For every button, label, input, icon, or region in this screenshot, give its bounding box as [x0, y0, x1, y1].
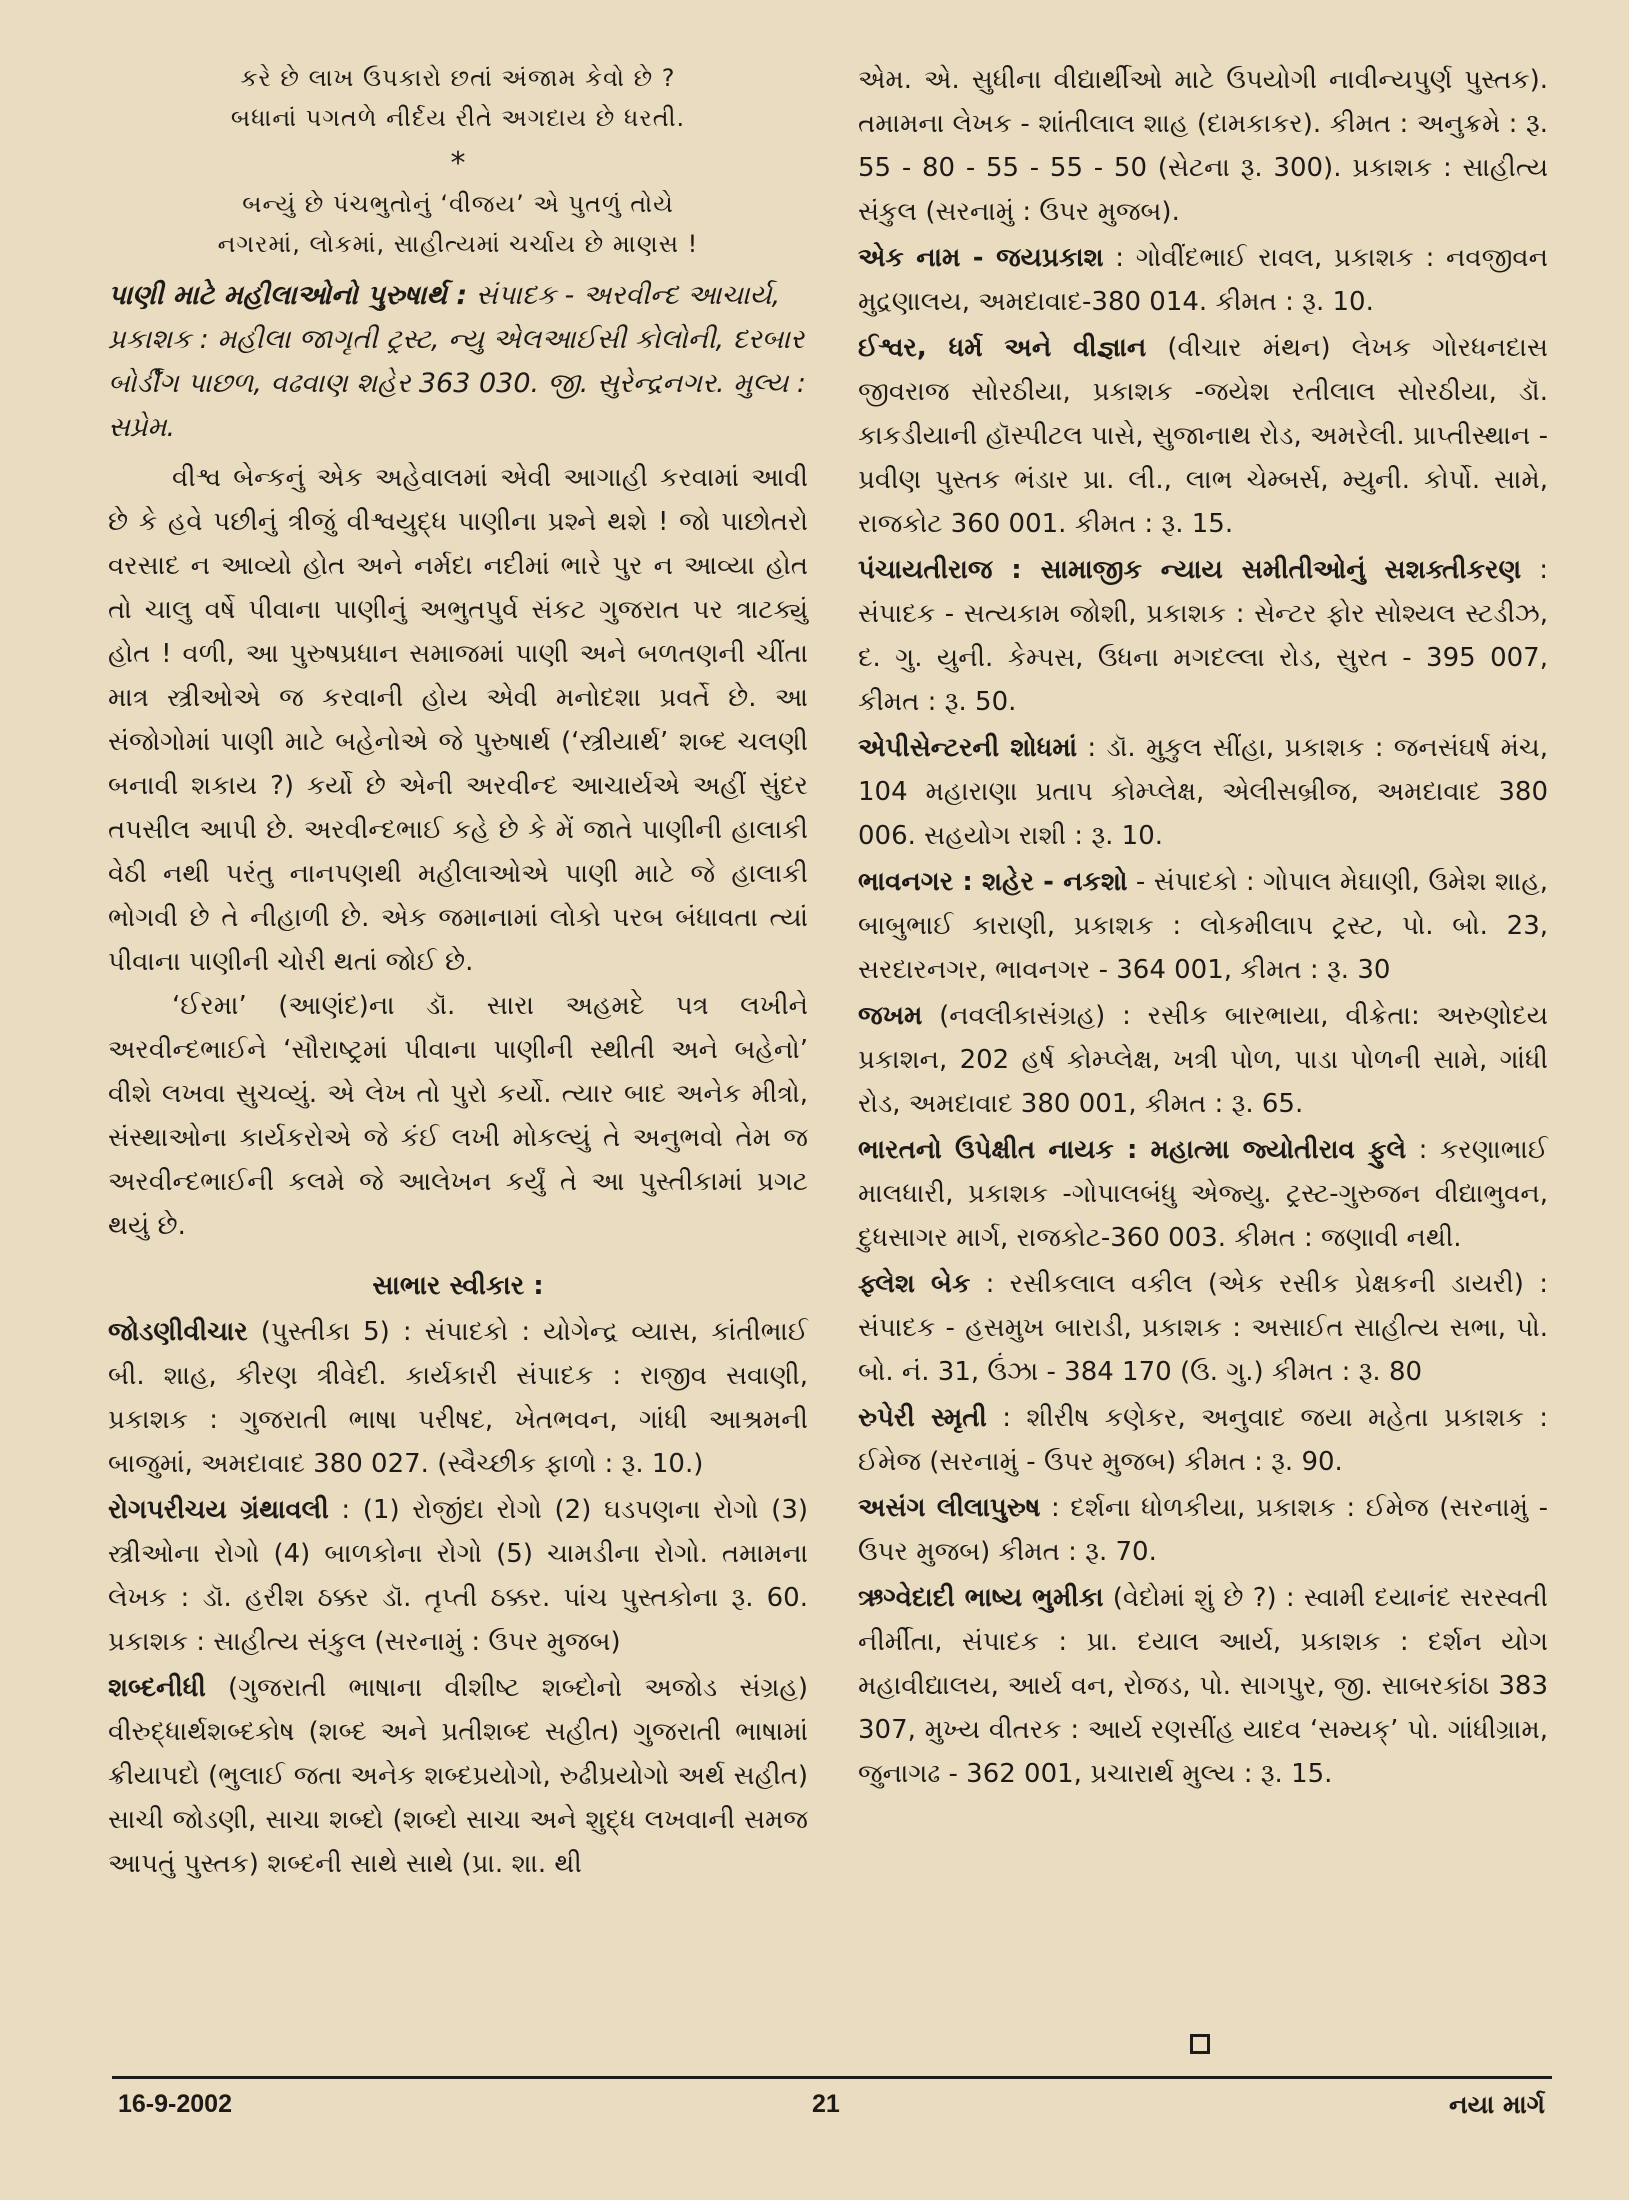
review-paragraph-2: ‘ઈરમા’ (આણંદ)ના ડૉ. સારા અહમદે પત્ર લખીને અરવીન્દભાઈને ‘સૌરાષ્ટ્રમાં પીવાના પાણીની સ્થીતી અને બહેનો’ વીશે લખવા સુચવ્યું. એ લેખ તો પુરો કર્યો. ત્યાર બાદ અનેક મીત્રો, સંસ્થાઓના કાર્યકરોએ જે કંઈ લખી મોકલ્યું તે અનુભવો તેમ જ અરવીન્દભાઈની કલમે જે આલેખન કર્યું તે આ પુસ્તીકામાં પ્રગટ થયું છે.: [108, 991, 808, 1241]
book-entry: [108, 1666, 808, 1886]
book-entry: [858, 326, 1548, 546]
entry-title: જખમ: [858, 1001, 923, 1031]
entry-text: (ગુજરાતી ભાષાના વીશીષ્ટ શબ્દોનો અજોડ સંગ્રહ) વીરુદ્ધાર્થશબ્દકોષ (શબ્દ અને પ્રતીશબ્દ સહીત) ગુજરાતી ભાષામાં ક્રીયાપદો (ભુલાઈ જતા અનેક શબ્દપ્રયોગો, રુઢીપ્રયોગો અર્થ સહીત) સાચી જોડણી, સાચા શબ્દો (શબ્દો સાચા અને શુદ્ધ લખવાની સમજ આપતું પુસ્તક) શબ્દની સાથે સાથે (પ્રા. શા. થી: [108, 1673, 808, 1879]
left-column: [108, 58, 808, 1888]
entry-text: - સંપાદકો : ગોપાલ મેઘાણી, ઉમેશ શાહ, બાબુભાઈ કારાણી, પ્રકાશક : લોકમીલાપ ટ્રસ્ટ, પો. બો. 23, સરદારનગર, ભાવનગર - 364 001, કીમત : રૂ. 30: [858, 867, 1548, 985]
entry-text: : શીરીષ કણેકર, અનુવાદ જયા મહેતા પ્રકાશક : ઈમેજ (સરનામું - ઉપર મુજબ) કીમત : રૂ. 90.: [858, 1403, 1548, 1477]
verse-line: નગરમાં, લોકમાં, સાહીત્યમાં ચર્ચાય છે માણસ !: [217, 230, 699, 258]
entry-text: એમ. એ. સુધીના વીદ્યાર્થીઓ માટે ઉપયોગી નાવીન્યપુર્ણ પુસ્તક). તમામના લેખક - શાંતીલાલ શાહ (દામકાકર). કીમત : અનુક્રમે : રૂ. 55 - 80 - 55 - 55 - 50 (સેટના રૂ. 300). પ્રકાશક : સાહીત્ય સંકુલ (સરનામું : ઉપર મુજબ).: [858, 65, 1548, 227]
book-entry: [858, 1576, 1548, 1796]
entry-text: : રસીકલાલ વકીલ (એક રસીક પ્રેક્ષકની ડાયરી) : સંપાદક - હસમુખ બારાડી, પ્રકાશક : અસાઈત સાહીત્ય સભા, પો. બો. નં. 31, ઉંઝા - 384 170 (ઉ. ગુ.) કીમત : રૂ. 80: [858, 1269, 1548, 1387]
page-number: 21: [812, 2090, 840, 2118]
entry-text: : કરણાભાઈ માલધારી, પ્રકાશક -ગોપાલબંધુ એજ્યુ. ટ્રસ્ટ-ગુરુજન વીદ્યાભુવન, દુધસાગર માર્ગ, રાજકોટ-360 003. કીમત : જણાવી નથી.: [858, 1135, 1548, 1253]
entry-title: શબ્દનીધી: [108, 1673, 206, 1703]
book-entry: [108, 1488, 808, 1664]
entry-title: અસંગ લીલાપુરુષ: [858, 1493, 1041, 1523]
book-entry: [858, 58, 1548, 234]
entry-title: ભાવનગર : શહેર - નકશો: [858, 867, 1128, 897]
verse-block-2: [108, 184, 808, 264]
book-entry: [858, 1128, 1548, 1260]
entry-title: રોગપરીચય ગ્રંથાવલી: [108, 1495, 329, 1525]
entry-text: : સંપાદક - સત્યકામ જોશી, પ્રકાશક : સેન્ટર ફોર સોશ્યલ સ્ટડીઝ, દ. ગુ. યુની. કેમ્પસ, ઉધના મગદલ્લા રોડ, સુરત - 395 007, કીમત : રૂ. 50.: [858, 555, 1548, 717]
book-entry: [858, 1262, 1548, 1394]
book-entry: [858, 726, 1548, 858]
entry-text: (વેદોમાં શું છે ?) : સ્વામી દયાનંદ સરસ્વતી નીર્મીતા, સંપાદક : પ્રા. દયાલ આર્ય, પ્રકાશક : દર્શન યોગ મહાવીદ્યાલય, આર્ય વન, રોજડ, પો. સાગપુર, જી. સાબરકાંઠા 383 307, મુખ્ય વીતરક : આર્ય રણસીંહ યાદવ ‘સમ્યક્’ પો. ગાંધીગ્રામ, જુનાગઢ - 362 001, પ્રચારાર્થ મુલ્ય : રૂ. 15.: [858, 1583, 1548, 1789]
entry-title: ઈશ્વર, ધર્મ અને વીજ્ઞાન: [858, 333, 1147, 363]
book-details: સંપાદક - અરવીન્દ આચાર્ય, પ્રકાશક : મહીલા જાગૃતી ટ્રસ્ટ, ન્યુ એલઆઈસી કોલોની, દરબાર બોર્ડીંગ પાછળ, વઢવાણ શહેર 363 030. જી. સુરેન્દ્રનગર. મુલ્ય : સપ્રેમ.: [108, 280, 807, 443]
book-entry: [858, 994, 1548, 1126]
entry-text: (વીચાર મંથન) લેખક ગોરધનદાસ જીવરાજ સોરઠીયા, પ્રકાશક -જયેશ રતીલાલ સોરઠીયા, ડૉ. કાકડીયાની હૉસ્પીટલ પાસે, સુજાનાથ રોડ, અમરેલી. પ્રાપ્તીસ્થાન - પ્રવીણ પુસ્તક ભંડાર પ્રા. લી., લાભ ચેમ્બર્સ, મ્યુની. કોર્પો. સામે, રાજકોટ 360 001. કીમત : રૂ. 15.: [858, 333, 1548, 539]
footer-divider: [112, 2076, 1552, 2079]
entry-text: (પુસ્તીકા 5) : સંપાદકો : યોગેન્દ્ર વ્યાસ, કાંતીભાઈ બી. શાહ, કીરણ ત્રીવેદી. કાર્યકારી સંપાદક : રાજીવ સવાણી, પ્રકાશક : ગુજરાતી ભાષા પરીષદ, ખેતભવન, ગાંધી આશ્રમની બાજુમાં, અમદાવાદ 380 027. (સ્વૈચ્છીક ફાળો : રૂ. 10.): [108, 1317, 808, 1479]
verse-line: બધાનાં પગતળે નીર્દય રીતે અગદાય છે ધરતી.: [230, 104, 686, 132]
right-column: [858, 58, 1548, 1798]
book-entry: [858, 1396, 1548, 1484]
book-entry: [858, 1486, 1548, 1574]
publication-name: નયા માર્ગ: [1449, 2090, 1545, 2119]
verse-line: કરે છે લાખ ઉપકારો છતાં અંજામ કેવો છે ?: [240, 64, 676, 92]
entry-title: પંચાયતીરાજ : સામાજીક ન્યાય સમીતીઓનું સશક્તીકરણ: [858, 555, 1522, 585]
entry-title: રુપેરી સ્મૃતી: [858, 1403, 987, 1433]
entry-title: એક નામ - જયપ્રકાશ: [858, 243, 1104, 273]
entry-title: જોડણીવીચાર: [108, 1317, 248, 1347]
entry-text: : (1) રોજીંદા રોગો (2) ઘડપણના રોગો (3) સ્ત્રીઓના રોગો (4) બાળકોના રોગો (5) ચામડીના રોગો. તમામના લેખક : ડૉ. હરીશ ઠક્કર ડૉ. તૃપ્તી ઠક્કર. પાંચ પુસ્તકોના રૂ. 60. પ્રકાશક : સાહીત્ય સંકુલ (સરનામું : ઉપર મુજબ): [108, 1495, 808, 1657]
entry-title: ફ્લેશ બેક: [858, 1269, 971, 1299]
book-title: પાણી માટે મહીલાઓનો પુરુષાર્થ :: [108, 280, 468, 311]
review-paragraph-1: વીશ્વ બેન્કનું એક અહેવાલમાં એવી આગાહી કરવામાં આવી છે કે હવે પછીનું ત્રીજું વીશ્વયુદ્ધ પાણીના પ્રશ્ને થશે ! જો પાછોતરો વરસાદ ન આવ્યો હોત અને નર્મદા નદીમાં ભારે પુર ન આવ્યા હોત તો ચાલુ વર્ષે પીવાના પાણીનું અભુતપુર્વ સંકટ ગુજરાત પર ત્રાટક્યું હોત ! વળી, આ પુરુષપ્રધાન સમાજમાં પાણી અને બળતણની ચીંતા માત્ર સ્ત્રીઓએ જ કરવાની હોય એવી મનોદશા પ્રવર્તે છે. આ સંજોગોમાં પાણી માટે બહેનોએ જે પુરુષાર્થ (‘સ્ત્રીયાર્થ’ શબ્દ ચલણી બનાવી શકાય ?) કર્યો છે એની અરવીન્દ આચાર્યએ અહીં સુંદર તપસીલ આપી છે. અરવીન્દભાઈ કહે છે કે મેં જાતે પાણીની હાલાકી વેઠી નથી પરંતુ નાનપણથી મહીલાઓએ પાણી માટે જે હાલાકી ભોગવી છે તે નીહાળી છે. એક જમાનામાં લોકો પરબ બંધાવતા ત્યાં પીવાના પાણીની ચોરી થતાં જોઈ છે.: [108, 463, 808, 977]
entry-text: (નવલીકાસંગ્રહ) : રસીક બારભાયા, વીક્રેતા: અરુણોદય પ્રકાશન, 202 હર્ષ કોમ્પ્લેક્ષ, ખત્રી પોળ, પાડા પોળની સામે, ગાંધી રોડ, અમદાવાદ 380 001, કીમત : રૂ. 65.: [858, 1001, 1548, 1119]
book-review-heading: [108, 274, 808, 450]
footer-date: 16-9-2002: [118, 2090, 232, 2118]
entry-text: : ગોવીંદભાઈ રાવલ, પ્રકાશક : નવજીવન મુદ્રણાલય, અમદાવાદ-380 014. કીમત : રૂ. 10.: [858, 243, 1548, 317]
book-entry: [858, 236, 1548, 324]
book-entry: [858, 860, 1548, 992]
book-entry: [108, 1310, 808, 1486]
section-title: સાભાર સ્વીકાર :: [372, 1271, 544, 1301]
entry-text: : દર્શના ધોળકીયા, પ્રકાશક : ઈમેજ (સરનામું - ઉપર મુજબ) કીમત : રૂ. 70.: [858, 1493, 1548, 1567]
star-separator: *: [450, 146, 466, 181]
book-entry: [858, 548, 1548, 724]
end-of-article-box-icon: [1190, 2034, 1210, 2054]
entry-text: : ડૉ. મુકુલ સીંહા, પ્રકાશક : જનસંઘર્ષ મંચ, 104 મહારાણા પ્રતાપ કોમ્પ્લેક્ષ, એલીસબ્રીજ, અમદાવાદ 380 006. સહયોગ રાશી : રૂ. 10.: [858, 733, 1548, 851]
verse-block-1: [108, 58, 808, 138]
entry-title: એપીસેન્ટરની શોધમાં: [858, 733, 1078, 763]
verse-line: બન્યું છે પંચભુતોનું ‘વીજય’ એ પુતળું તોયે: [242, 190, 674, 218]
entry-title: ઋગ્વેદાદી ભાષ્ય ભુમીકા: [858, 1583, 1104, 1613]
entry-title: ભારતનો ઉપેક્ષીત નાયક : મહાત્મા જ્યોતીરાવ ફુલે: [858, 1135, 1407, 1165]
